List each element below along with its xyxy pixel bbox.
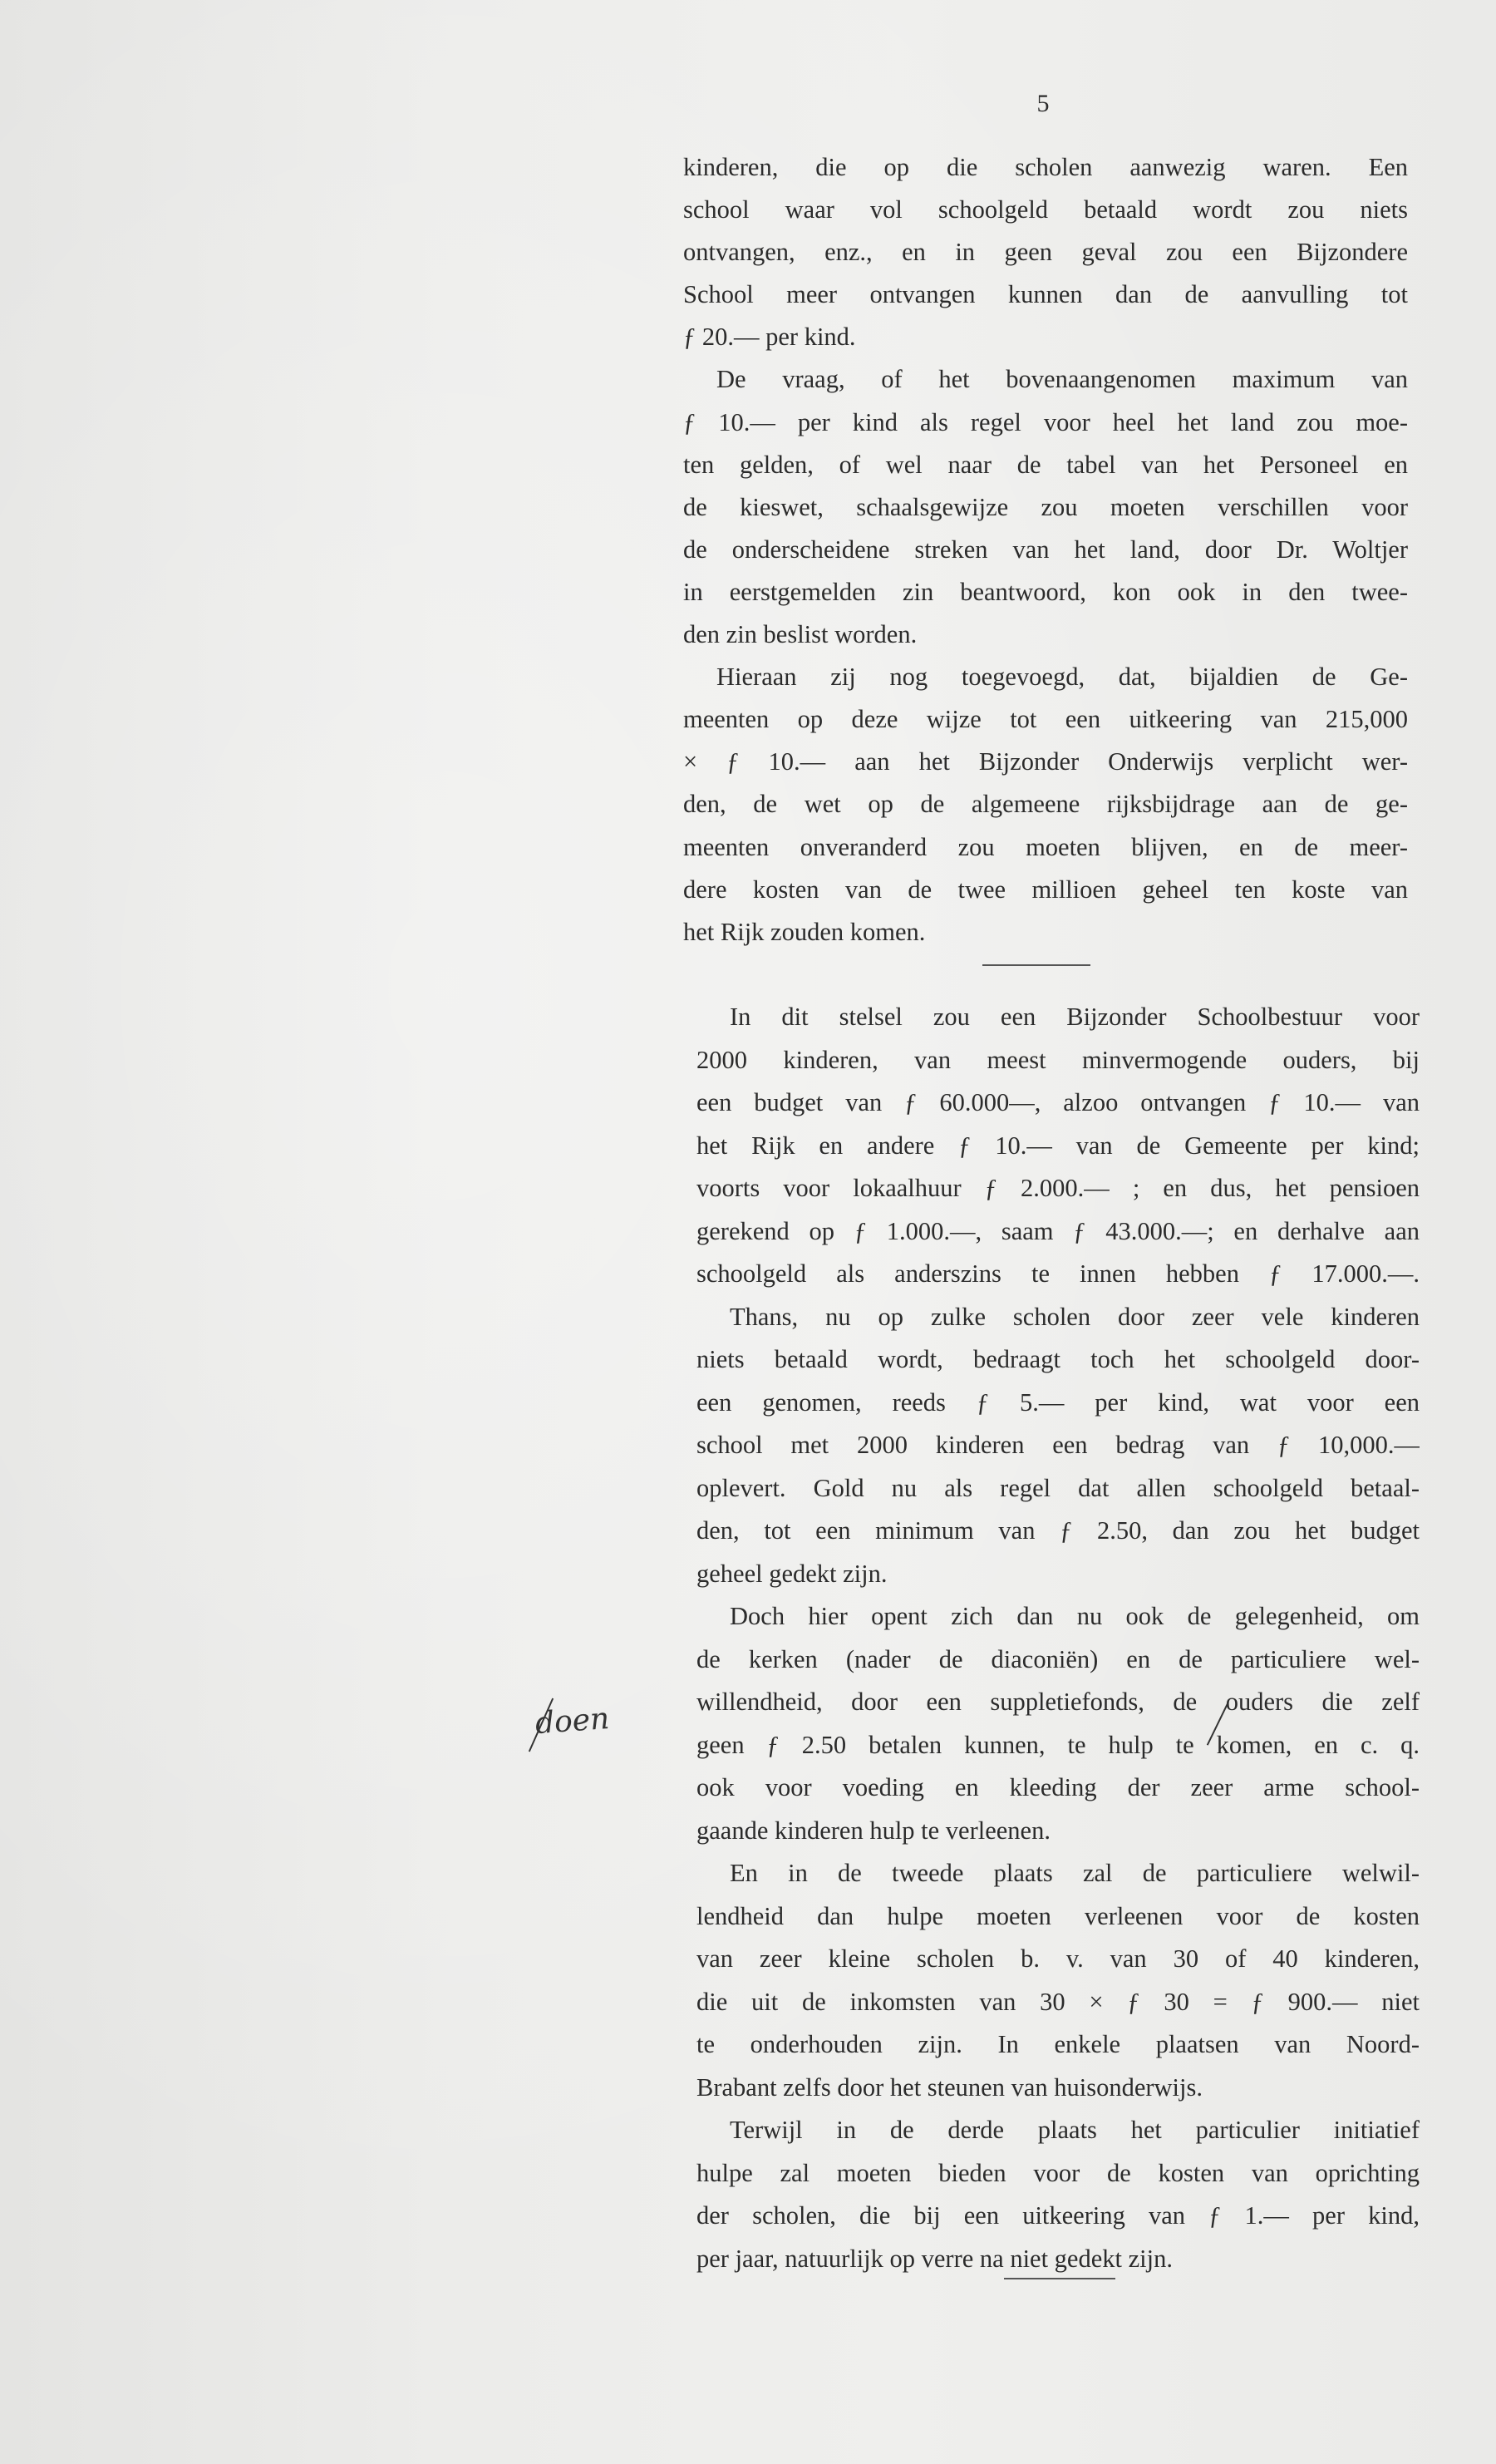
text-column-upper <box>683 146 1408 954</box>
text-line: niets betaald wordt, bedraagt toch het schoolgeld door- <box>696 1345 1420 1373</box>
text-line: gaande kinderen hulp te verleenen. <box>696 1816 1051 1845</box>
text-line: een genomen, reeds ƒ 5.— per kind, wat voor een <box>696 1387 1420 1417</box>
text-line: 2000 kinderen, van meest minvermogende ouders, bij <box>696 1045 1420 1074</box>
text-line: in eerstgemelden zin beantwoord, kon ook in den twee- <box>683 577 1408 606</box>
section-divider <box>982 964 1090 966</box>
text-line: lendheid dan hulpe moeten verleenen voor de kosten <box>696 1901 1420 1930</box>
text-line: De vraag, of het bovenaangenomen maximum van <box>716 365 1408 394</box>
text-line: ontvangen, enz., en in geen geval zou een Bijzondere <box>683 238 1408 267</box>
text-line: geen ƒ 2.50 betalen kunnen, te hulp te komen, en c. q. <box>696 1730 1420 1759</box>
text-line: een budget van ƒ 60.000—, alzoo ontvangen ƒ 10.— van <box>696 1088 1420 1116</box>
text-line: den zin beslist worden. <box>683 620 918 649</box>
end-divider <box>1004 2278 1115 2279</box>
text-line: de onderscheidene streken van het land, door Dr. Woltjer <box>683 535 1408 564</box>
text-line: Terwijl in de derde plaats het particulier initiatief <box>730 2116 1420 2144</box>
text-line: der scholen, die bij een uitkeering van ƒ 1.— per kind, <box>696 2201 1420 2230</box>
text-line: gerekend op ƒ 1.000.—, saam ƒ 43.000.—; en derhalve aan <box>696 1216 1420 1245</box>
text-line: dere kosten van de twee millioen geheel ten koste van <box>683 875 1408 904</box>
text-line: Doch hier opent zich dan nu ook de gelegenheid, om <box>730 1602 1420 1630</box>
text-line: meenten op deze wijze tot een uitkeering van 215,000 <box>683 705 1408 734</box>
text-line: per jaar, natuurlijk op verre na niet gedekt zijn. <box>696 2244 1173 2273</box>
handwritten-margin-note: doen <box>534 1701 611 1742</box>
text-line: de kieswet, schaalsgewijze zou moeten verschillen voor <box>683 492 1408 521</box>
text-line: de kerken (nader de diaconiën) en de particuliere wel- <box>696 1644 1420 1673</box>
text-line: kinderen, die op die scholen aanwezig waren. Een <box>683 153 1408 181</box>
text-line: meenten onveranderd zou moeten blijven, en de meer- <box>683 832 1408 861</box>
text-line: ten gelden, of wel naar de tabel van het Personeel en <box>683 450 1408 479</box>
text-line: Hieraan zij nog toegevoegd, dat, bijaldien de Ge- <box>716 663 1408 692</box>
text-line: schoolgeld als anderszins te innen hebben ƒ 17.000.—. <box>696 1259 1420 1288</box>
text-line: het Rijk zouden komen. <box>683 917 926 946</box>
text-line: te onderhouden zijn. In enkele plaatsen van Noord- <box>696 2030 1420 2058</box>
text-line: ƒ 10.— per kind als regel voor heel het land zou moe- <box>683 407 1408 436</box>
text-line: Brabant zelfs door het steunen van huisonderwijs. <box>696 2072 1203 2102</box>
text-line: Thans, nu op zulke scholen door zeer vele kinderen <box>730 1302 1420 1331</box>
text-line: oplevert. Gold nu als regel dat allen schoolgeld betaal- <box>696 1473 1420 1502</box>
text-line: ook voor voeding en kleeding der zeer arme school- <box>696 1773 1420 1801</box>
text-line: hulpe zal moeten bieden voor de kosten van oprichting <box>696 2158 1420 2187</box>
text-column-lower <box>696 996 1420 2280</box>
text-line: van zeer kleine scholen b. v. van 30 of 40 kinderen, <box>696 1944 1420 1973</box>
text-line: In dit stelsel zou een Bijzonder Schoolbestuur voor <box>730 1003 1420 1031</box>
text-line: die uit de inkomsten van 30 × ƒ 30 = ƒ 900.— niet <box>696 1987 1420 2016</box>
text-line: En in de tweede plaats zal de particuliere welwil- <box>730 1859 1420 1887</box>
text-line: school met 2000 kinderen een bedrag van ƒ 10,000.— <box>696 1431 1420 1459</box>
text-line: school waar vol schoolgeld betaald wordt zou niets <box>683 195 1408 224</box>
text-line: geheel gedekt zijn. <box>696 1559 888 1588</box>
text-line: voorts voor lokaalhuur ƒ 2.000.— ; en dus, het pensioen <box>696 1174 1420 1202</box>
text-line: den, de wet op de algemeene rijksbijdrage aan de ge- <box>683 790 1408 819</box>
text-line: het Rijk en andere ƒ 10.— van de Gemeente per kind; <box>696 1131 1420 1160</box>
text-line: ƒ 20.— per kind. <box>683 323 856 352</box>
text-line: School meer ontvangen kunnen dan de aanvulling tot <box>683 280 1408 309</box>
page-number: 5 <box>1036 90 1050 117</box>
text-line: willendheid, door een suppletiefonds, de ouders die zelf <box>696 1688 1420 1716</box>
text-line: × ƒ 10.— aan het Bijzonder Onderwijs verplicht wer- <box>683 747 1408 776</box>
text-line: den, tot een minimum van ƒ 2.50, dan zou het budget <box>696 1516 1420 1545</box>
